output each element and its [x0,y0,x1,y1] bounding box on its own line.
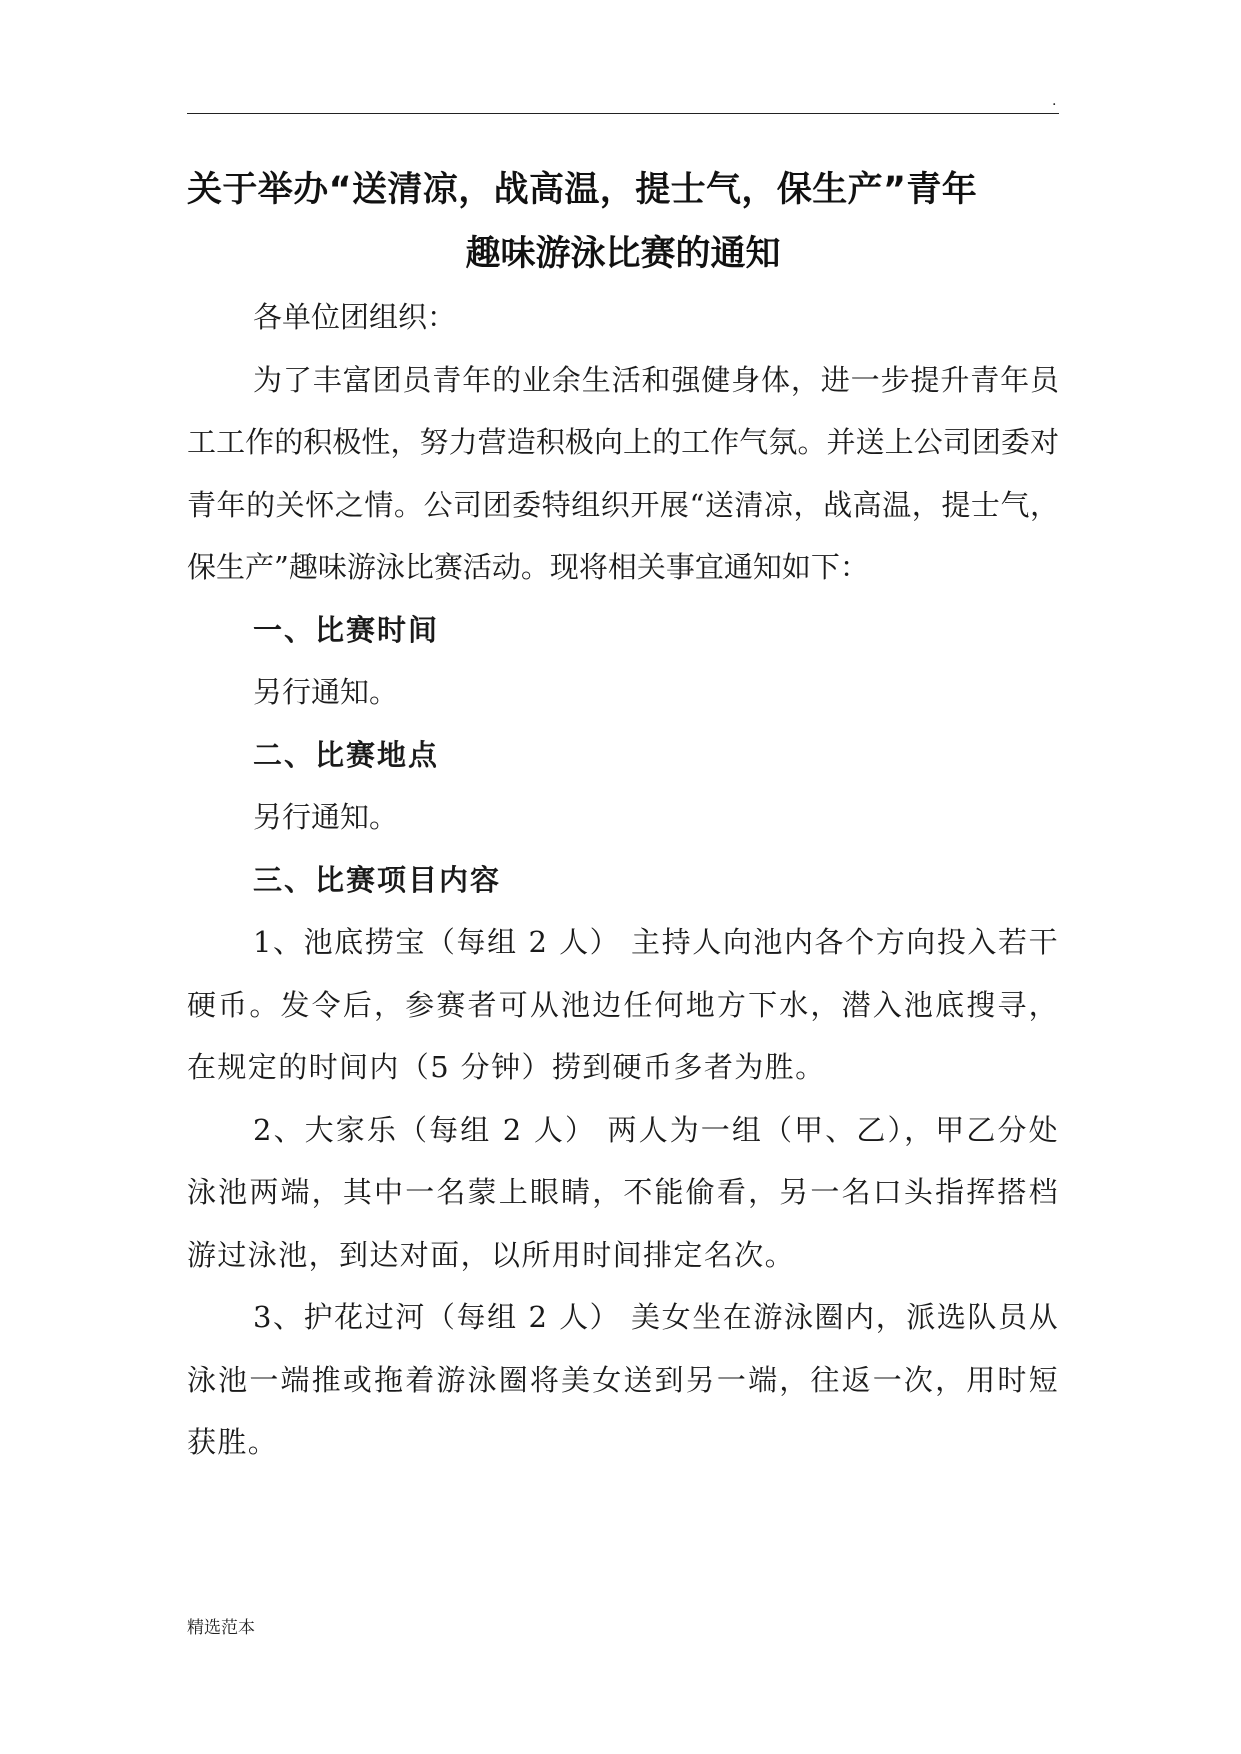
section-heading-venue: 二、比赛地点 [253,737,440,772]
salutation: 各单位团组织： [253,300,457,334]
intro-paragraph: 为了丰富团员青年的业余生活和强健身体，进一步提升青年员工工作的积极性，努力营造积极向上的工作气氛。并送上公司团委对青年的关怀之情。公司团委特组织开展“送清凉，战高温，提士气，保生产”趣味游泳比赛活动。现将相关事宜通知如下： [187,362,1059,584]
title-line-1: 关于举办“送清凉，战高温，提士气，保生产”青年 [187,170,978,210]
section-heading-events: 三、比赛项目内容 [253,862,502,897]
header-rule [187,113,1059,114]
document-body [187,286,1059,1474]
event-item-1: 1、池底捞宝（每组 2 人） 主持人向池内各个方向投入若干硬币。发令后，参赛者可从池边任何地方下水，潜入池底搜寻，在规定的时间内（5 分钟）捞到硬币多者为胜。 [187,925,1059,1084]
event-item-2: 2、大家乐（每组 2 人） 两人为一组（甲、乙），甲乙分处泳池两端，其中一名蒙上眼睛，不能偷看，另一名口头指挥搭档游过泳池，到达对面，以所用时间排定名次。 [187,1112,1059,1272]
section-text-venue: 另行通知。 [253,800,399,834]
document-title [187,158,1059,286]
event-item-3: 3、护花过河（每组 2 人） 美女坐在游泳圈内，派选队员从泳池一端推或拖着游泳圈将美女送到另一端，往返一次，用时短获胜。 [187,1300,1059,1459]
footer-label: 精选范本 [187,1618,255,1638]
header-dot: . [1052,93,1057,109]
title-line-2: 趣味游泳比赛的通知 [465,234,781,274]
section-text-time: 另行通知。 [253,675,399,709]
section-heading-time: 一、比赛时间 [253,612,440,647]
